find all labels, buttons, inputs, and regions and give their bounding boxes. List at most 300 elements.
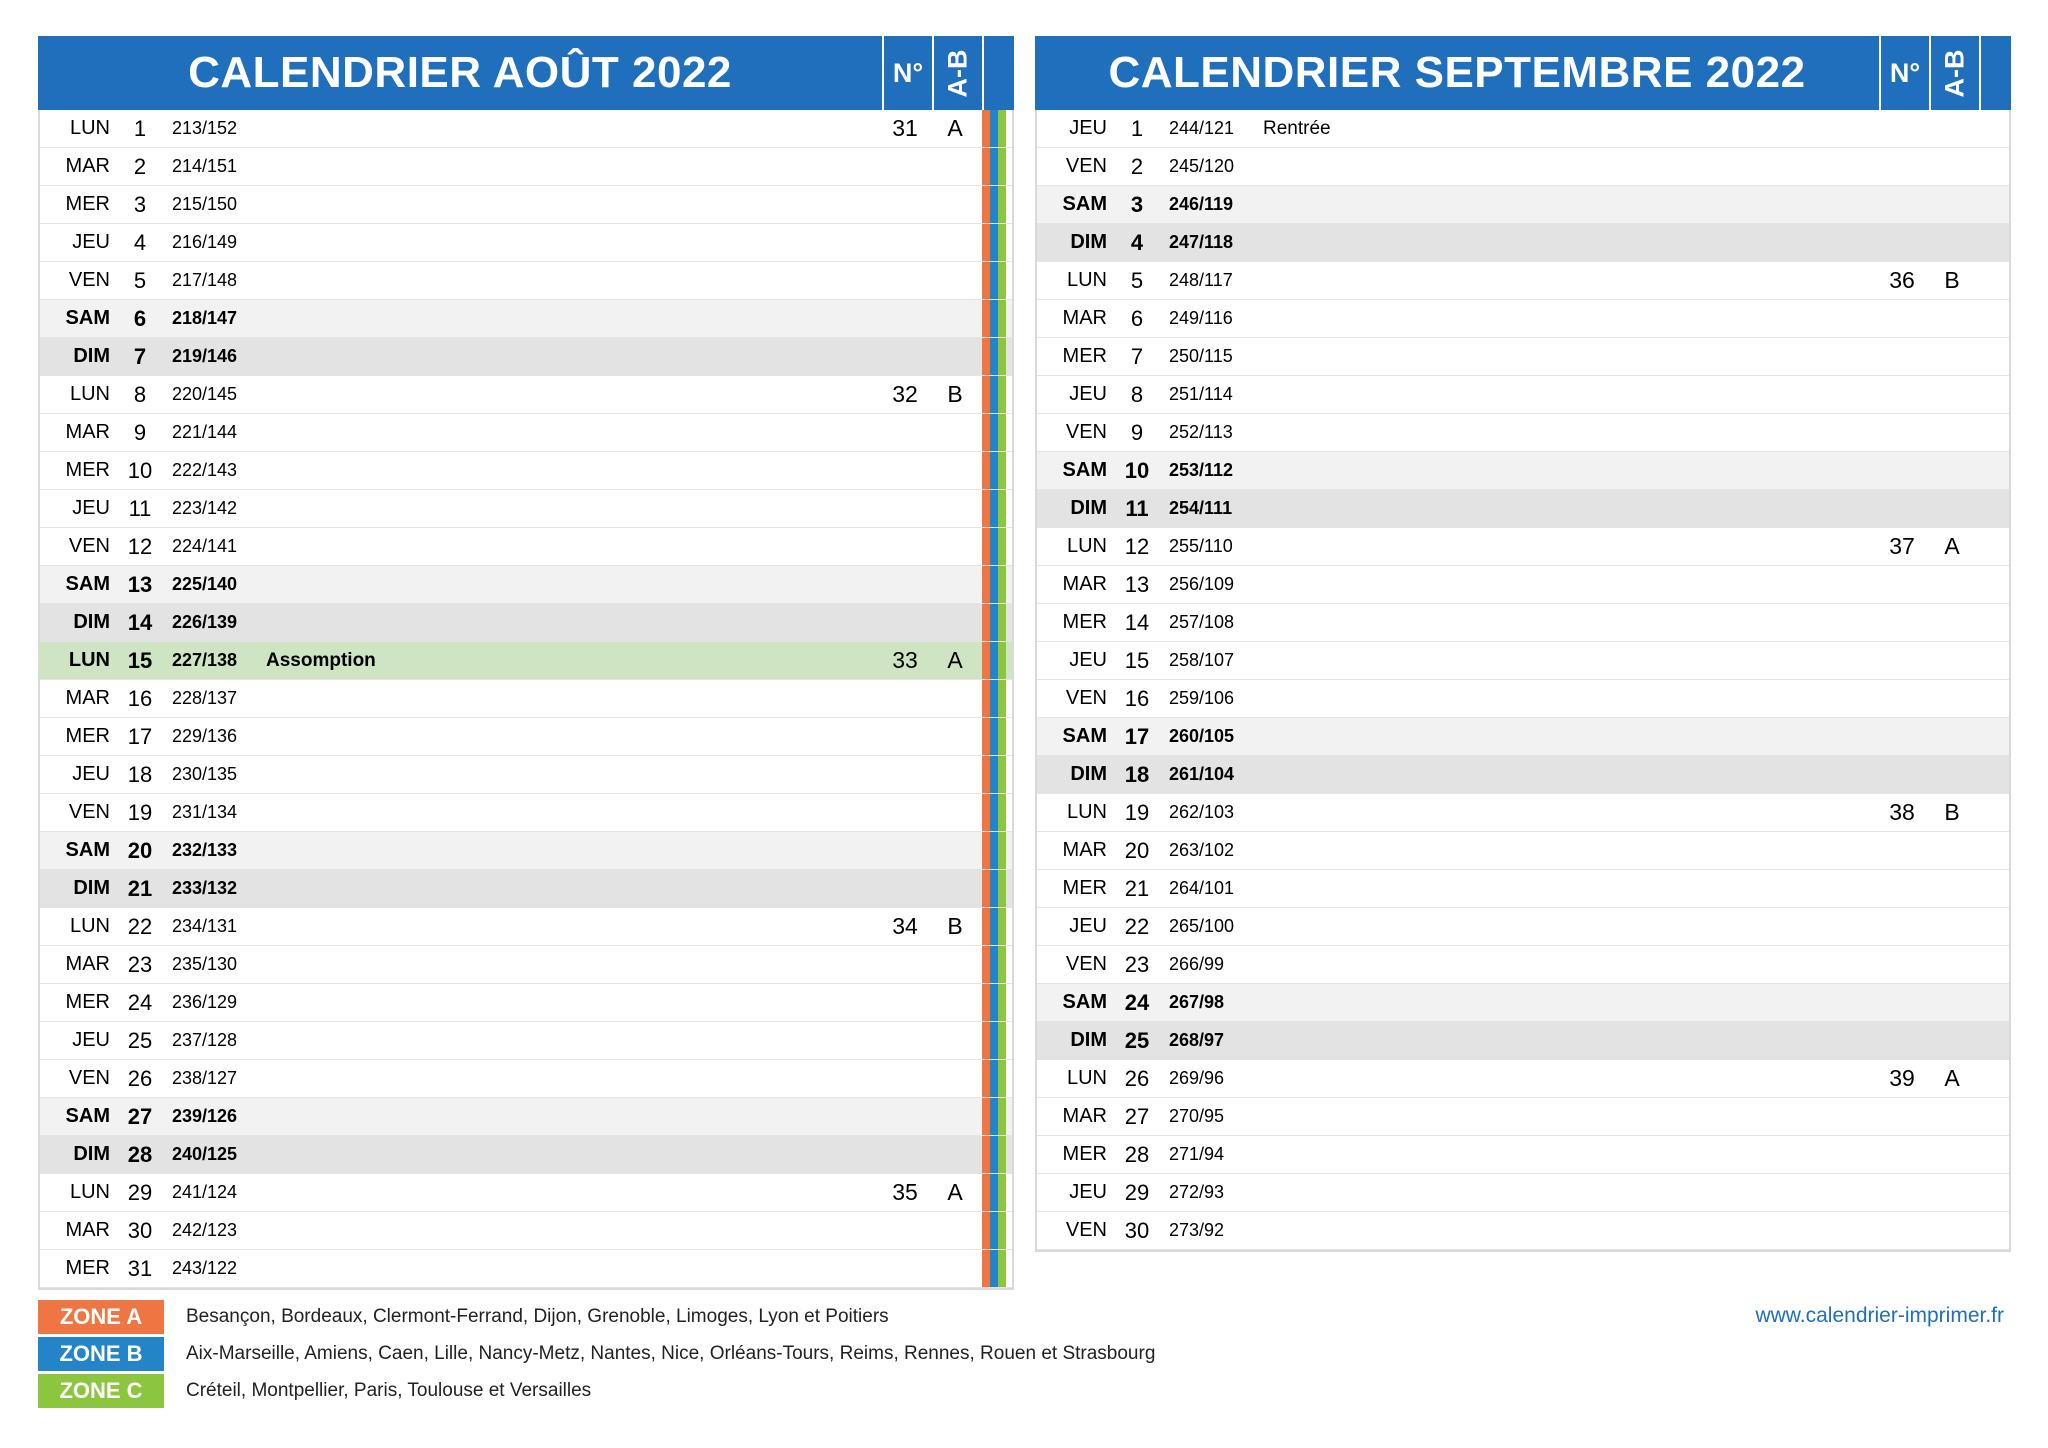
zone-holiday-bar xyxy=(982,1022,990,1059)
day-row xyxy=(1037,794,2009,832)
day-of-year: 228/137 xyxy=(172,688,238,708)
zone-bars xyxy=(980,148,1012,185)
zone-holiday-bar xyxy=(998,1250,1006,1287)
zone-bars xyxy=(1977,224,2009,261)
day-of-year: 223/142 xyxy=(172,498,238,518)
zone-holiday-bar xyxy=(982,1174,990,1211)
zone-holiday-bar xyxy=(990,566,998,603)
zone-holiday-bar xyxy=(990,490,998,527)
day-of-week: VEN xyxy=(1065,421,1107,443)
zone-bars xyxy=(980,984,1012,1021)
day-row xyxy=(40,376,1012,414)
day-of-year: 248/117 xyxy=(1169,270,1233,290)
website-link[interactable]: www.calendrier-imprimer.fr xyxy=(1755,1304,2004,1327)
zone-holiday-bar xyxy=(990,680,998,717)
day-of-week: MER xyxy=(1062,611,1107,633)
day-number: 29 xyxy=(127,1179,153,1205)
day-of-week: MER xyxy=(65,725,110,747)
zone-holiday-bar xyxy=(998,1060,1006,1097)
day-of-week: DIM xyxy=(1070,1029,1107,1051)
zone-holiday-bar xyxy=(982,224,990,261)
day-of-year: 250/115 xyxy=(1169,346,1233,366)
day-of-week: LUN xyxy=(1066,535,1107,557)
day-row xyxy=(40,1212,1012,1250)
day-row xyxy=(1037,1174,2009,1212)
day-of-year: 244/121 xyxy=(1169,118,1235,138)
day-of-year: 254/111 xyxy=(1169,498,1233,518)
zone-holiday-bar xyxy=(982,604,990,641)
zone-holiday-bar xyxy=(982,452,990,489)
zone-holiday-bar xyxy=(998,1136,1006,1173)
day-of-year: 222/143 xyxy=(172,460,238,480)
day-row xyxy=(1037,946,2009,984)
zone-bars xyxy=(980,1060,1012,1097)
day-number: 9 xyxy=(133,419,147,445)
day-row xyxy=(40,1250,1012,1288)
day-of-year: 259/106 xyxy=(1169,688,1235,708)
zone-cities: Créteil, Montpellier, Paris, Toulouse et Versailles xyxy=(186,1379,592,1401)
day-number: 21 xyxy=(1124,875,1150,901)
zone-bars xyxy=(980,756,1012,793)
zone-bars xyxy=(1977,186,2009,223)
day-row xyxy=(1037,984,2009,1022)
zone-holiday-bar xyxy=(990,984,998,1021)
day-number: 30 xyxy=(127,1217,153,1243)
zone-holiday-bar xyxy=(982,414,990,451)
day-row xyxy=(40,718,1012,756)
day-number: 28 xyxy=(127,1141,153,1167)
day-row xyxy=(40,680,1012,718)
day-of-year: 218/147 xyxy=(172,308,238,328)
zone-holiday-bar xyxy=(990,414,998,451)
zone-holiday-bar xyxy=(982,908,990,945)
day-of-week: VEN xyxy=(68,269,110,291)
zone-holiday-bar xyxy=(982,984,990,1021)
zone-holiday-bar xyxy=(998,1212,1006,1249)
day-number: 6 xyxy=(1130,305,1144,331)
day-of-week: SAM xyxy=(65,1105,110,1127)
day-of-week: MER xyxy=(65,991,110,1013)
day-of-week: LUN xyxy=(1066,269,1107,291)
zone-holiday-bar xyxy=(990,110,998,147)
zone-holiday-bar xyxy=(982,946,990,983)
zone-bars xyxy=(1977,680,2009,717)
zone-bars xyxy=(980,908,1012,945)
day-row xyxy=(1037,376,2009,414)
day-number: 8 xyxy=(1130,381,1144,407)
day-of-year: 231/134 xyxy=(172,802,238,822)
zones-header xyxy=(982,36,1014,110)
week-ab: A xyxy=(947,115,963,141)
day-row xyxy=(1037,186,2009,224)
zone-cities: Besançon, Bordeaux, Clermont-Ferrand, Dijon, Grenoble, Limoges, Lyon et Poitiers xyxy=(186,1305,889,1327)
week-ab: A xyxy=(1944,533,1960,559)
day-number: 21 xyxy=(127,875,153,901)
day-of-week: MER xyxy=(1062,1143,1107,1165)
zone-holiday-bar xyxy=(990,1250,998,1287)
day-of-week: JEU xyxy=(1069,117,1107,139)
zone-bars xyxy=(1977,1098,2009,1135)
day-of-week: DIM xyxy=(1070,231,1107,253)
zone-bars xyxy=(1977,870,2009,907)
week-number-header: N° xyxy=(1879,36,1929,110)
zone-holiday-bar xyxy=(998,984,1006,1021)
zone-holiday-bar xyxy=(998,642,1006,679)
day-of-year: 273/92 xyxy=(1169,1220,1225,1240)
day-row xyxy=(40,870,1012,908)
day-of-week: JEU xyxy=(1069,649,1107,671)
day-number: 12 xyxy=(1124,533,1150,559)
day-row xyxy=(1037,832,2009,870)
day-number: 16 xyxy=(1124,685,1150,711)
day-row xyxy=(40,338,1012,376)
zone-holiday-bar xyxy=(990,1174,998,1211)
zone-holiday-bar xyxy=(998,908,1006,945)
zone-bars xyxy=(1977,604,2009,641)
zone-bars xyxy=(1977,1060,2009,1097)
day-number: 2 xyxy=(1130,153,1144,179)
week-number: 38 xyxy=(1889,799,1915,825)
zone-holiday-bar xyxy=(990,224,998,261)
zone-bars xyxy=(1977,414,2009,451)
day-of-week: LUN xyxy=(69,915,110,937)
zone-bars xyxy=(980,414,1012,451)
week-number: 34 xyxy=(892,913,918,939)
zone-bars xyxy=(1977,566,2009,603)
zone-holiday-bar xyxy=(998,794,1006,831)
day-of-week: SAM xyxy=(65,307,110,329)
zone-bars xyxy=(980,490,1012,527)
zone-holiday-bar xyxy=(982,718,990,755)
zone-holiday-bar xyxy=(982,376,990,413)
day-of-week: MAR xyxy=(1062,307,1107,329)
day-number: 26 xyxy=(127,1065,153,1091)
day-of-week: MAR xyxy=(65,421,110,443)
day-row xyxy=(40,452,1012,490)
day-row xyxy=(1037,870,2009,908)
zone-holiday-bar xyxy=(998,718,1006,755)
day-number: 24 xyxy=(1124,989,1150,1015)
day-of-year: 264/101 xyxy=(1169,878,1235,898)
day-row xyxy=(40,186,1012,224)
zone-bars xyxy=(980,528,1012,565)
week-number: 33 xyxy=(892,647,918,673)
day-number: 27 xyxy=(127,1103,153,1129)
zone-holiday-bar xyxy=(990,946,998,983)
day-row xyxy=(1037,338,2009,376)
zone-bars xyxy=(1977,262,2009,299)
day-of-year: 269/96 xyxy=(1169,1068,1225,1088)
day-number: 22 xyxy=(127,913,153,939)
day-row xyxy=(1037,604,2009,642)
day-of-week: LUN xyxy=(69,1181,110,1203)
day-row xyxy=(40,832,1012,870)
ab-week-header xyxy=(1929,36,1979,110)
day-row xyxy=(1037,110,2009,148)
day-of-year: 251/114 xyxy=(1169,384,1233,404)
day-of-year: 252/113 xyxy=(1169,422,1233,442)
zone-bars xyxy=(1977,110,2009,147)
day-of-year: 246/119 xyxy=(1169,194,1234,214)
day-of-week: MER xyxy=(1062,877,1107,899)
day-row xyxy=(40,224,1012,262)
zone-holiday-bar xyxy=(998,452,1006,489)
day-number: 19 xyxy=(1124,799,1150,825)
calendar-header xyxy=(1035,36,2011,110)
zone-holiday-bar xyxy=(982,300,990,337)
day-of-week: JEU xyxy=(72,763,110,785)
zone-holiday-bar xyxy=(998,1098,1006,1135)
zone-bars xyxy=(1977,756,2009,793)
day-of-week: VEN xyxy=(68,801,110,823)
day-of-week: MAR xyxy=(1062,573,1107,595)
calendar-header xyxy=(38,36,1014,110)
zone-holiday-bar xyxy=(982,490,990,527)
day-of-year: 266/99 xyxy=(1169,954,1225,974)
day-of-year: 217/148 xyxy=(172,270,238,290)
day-number: 20 xyxy=(1124,837,1150,863)
day-row xyxy=(1037,680,2009,718)
zone-holiday-bar xyxy=(998,338,1006,375)
day-of-week: MER xyxy=(65,193,110,215)
day-number: 3 xyxy=(1130,191,1144,217)
zone-bars xyxy=(980,1136,1012,1173)
day-of-week: SAM xyxy=(1062,459,1107,481)
zone-holiday-bar xyxy=(982,262,990,299)
day-number: 18 xyxy=(127,761,153,787)
day-of-year: 243/122 xyxy=(172,1258,238,1278)
day-of-week: VEN xyxy=(68,1067,110,1089)
zone-holiday-bar xyxy=(990,300,998,337)
zone-holiday-bar xyxy=(982,148,990,185)
zone-holiday-bar xyxy=(982,1250,990,1287)
zone-holiday-bar xyxy=(998,414,1006,451)
day-of-year: 255/110 xyxy=(1169,536,1233,556)
zone-holiday-bar xyxy=(990,338,998,375)
day-of-week: DIM xyxy=(1070,763,1107,785)
day-number: 20 xyxy=(127,837,153,863)
day-of-week: DIM xyxy=(73,1143,110,1165)
day-of-year: 238/127 xyxy=(172,1068,238,1088)
zone-holiday-bar xyxy=(990,642,998,679)
day-row xyxy=(40,490,1012,528)
day-row xyxy=(40,110,1012,148)
day-number: 22 xyxy=(1124,913,1150,939)
zone-holiday-bar xyxy=(998,148,1006,185)
day-row xyxy=(1037,1212,2009,1250)
zone-bars xyxy=(1977,1174,2009,1211)
zone-holiday-bar xyxy=(998,566,1006,603)
legend-row xyxy=(38,1372,1155,1409)
day-of-year: 268/97 xyxy=(1169,1030,1225,1050)
day-number: 3 xyxy=(133,191,147,217)
day-of-year: 230/135 xyxy=(172,764,238,784)
day-of-week: MER xyxy=(1062,345,1107,367)
week-number: 35 xyxy=(892,1179,918,1205)
day-of-year: 224/141 xyxy=(172,536,238,556)
day-of-week: JEU xyxy=(72,231,110,253)
ab-week-header-label: A-B xyxy=(1939,49,1970,97)
day-number: 30 xyxy=(1124,1217,1150,1243)
day-row xyxy=(40,262,1012,300)
zone-holiday-bar xyxy=(998,300,1006,337)
day-event: Assomption xyxy=(266,649,376,671)
zone-bars xyxy=(980,262,1012,299)
day-row xyxy=(40,604,1012,642)
week-number-header: N° xyxy=(882,36,932,110)
day-of-week: LUN xyxy=(69,383,110,405)
zone-bars xyxy=(1977,528,2009,565)
day-row xyxy=(40,1060,1012,1098)
zone-legend xyxy=(38,1298,1155,1409)
zone-bars xyxy=(1977,718,2009,755)
day-event: Rentrée xyxy=(1263,117,1331,139)
day-of-year: 220/145 xyxy=(172,384,238,404)
zone-holiday-bar xyxy=(998,756,1006,793)
day-of-week: VEN xyxy=(68,535,110,557)
day-of-week: SAM xyxy=(65,573,110,595)
day-of-week: VEN xyxy=(1065,155,1107,177)
day-number: 5 xyxy=(133,267,147,293)
day-of-week: DIM xyxy=(73,345,110,367)
day-of-year: 233/132 xyxy=(172,878,238,898)
day-row xyxy=(40,794,1012,832)
day-row xyxy=(1037,528,2009,566)
calendar-body xyxy=(38,110,1014,1290)
zone-holiday-bar xyxy=(998,376,1006,413)
day-row xyxy=(40,642,1012,680)
day-of-year: 219/146 xyxy=(172,346,238,366)
zone-holiday-bar xyxy=(990,604,998,641)
day-of-week: DIM xyxy=(1070,497,1107,519)
week-number: 37 xyxy=(1889,533,1915,559)
day-of-year: 245/120 xyxy=(1169,156,1235,176)
zone-bars xyxy=(1977,338,2009,375)
day-of-week: DIM xyxy=(73,877,110,899)
zone-holiday-bar xyxy=(982,680,990,717)
zone-bars xyxy=(980,110,1012,147)
day-number: 14 xyxy=(127,609,153,635)
zone-holiday-bar xyxy=(982,528,990,565)
zone-holiday-bar xyxy=(998,946,1006,983)
calendar-august xyxy=(38,36,1014,1290)
day-number: 6 xyxy=(133,305,147,331)
zone-holiday-bar xyxy=(982,1098,990,1135)
day-of-year: 261/104 xyxy=(1169,764,1235,784)
day-number: 4 xyxy=(1130,229,1144,255)
day-number: 10 xyxy=(1124,457,1150,483)
zone-bars xyxy=(1977,794,2009,831)
day-of-year: 235/130 xyxy=(172,954,238,974)
day-number: 15 xyxy=(1124,647,1150,673)
day-of-week: MAR xyxy=(65,953,110,975)
zone-holiday-bar xyxy=(998,832,1006,869)
zone-holiday-bar xyxy=(998,224,1006,261)
day-of-week: LUN xyxy=(1066,1067,1107,1089)
day-of-week: LUN xyxy=(68,649,110,671)
day-of-year: 234/131 xyxy=(172,916,238,936)
day-row xyxy=(1037,414,2009,452)
zone-holiday-bar xyxy=(982,832,990,869)
day-of-year: 229/136 xyxy=(172,726,238,746)
zone-holiday-bar xyxy=(990,1022,998,1059)
day-of-week: MAR xyxy=(65,687,110,709)
day-row xyxy=(40,566,1012,604)
week-ab: A xyxy=(947,647,963,673)
day-of-week: SAM xyxy=(1062,193,1107,215)
day-row xyxy=(40,414,1012,452)
day-row xyxy=(1037,262,2009,300)
zone-holiday-bar xyxy=(990,1060,998,1097)
day-number: 23 xyxy=(1124,951,1150,977)
day-number: 14 xyxy=(1124,609,1150,635)
day-row xyxy=(40,756,1012,794)
day-of-week: LUN xyxy=(69,117,110,139)
day-of-week: SAM xyxy=(1062,991,1107,1013)
week-number: 39 xyxy=(1889,1065,1915,1091)
day-of-week: LUN xyxy=(1066,801,1107,823)
day-row xyxy=(1037,1136,2009,1174)
week-number: 31 xyxy=(892,115,918,141)
zone-holiday-bar xyxy=(990,1212,998,1249)
zone-badge: ZONE B xyxy=(38,1337,164,1371)
day-number: 23 xyxy=(127,951,153,977)
day-row xyxy=(40,1022,1012,1060)
zone-bars xyxy=(980,224,1012,261)
zone-bars xyxy=(980,338,1012,375)
day-number: 18 xyxy=(1124,761,1150,787)
day-row xyxy=(40,528,1012,566)
day-of-year: 236/129 xyxy=(172,992,238,1012)
day-of-year: 256/109 xyxy=(1169,574,1235,594)
zone-holiday-bar xyxy=(982,794,990,831)
day-of-year: 265/100 xyxy=(1169,916,1235,936)
zone-bars xyxy=(980,452,1012,489)
day-row xyxy=(1037,1022,2009,1060)
day-of-year: 213/152 xyxy=(172,118,238,138)
day-number: 24 xyxy=(127,989,153,1015)
day-number: 10 xyxy=(127,457,153,483)
day-number: 13 xyxy=(127,571,153,597)
zone-bars xyxy=(1977,300,2009,337)
zone-holiday-bar xyxy=(982,870,990,907)
day-of-week: MAR xyxy=(65,1219,110,1241)
zone-bars xyxy=(1977,908,2009,945)
day-number: 11 xyxy=(128,495,152,521)
day-of-year: 215/150 xyxy=(172,194,238,214)
zone-bars xyxy=(1977,452,2009,489)
day-row xyxy=(40,300,1012,338)
week-ab: B xyxy=(947,381,963,407)
day-number: 27 xyxy=(1124,1103,1150,1129)
zone-holiday-bar xyxy=(982,1136,990,1173)
zone-bars xyxy=(980,1250,1012,1287)
zone-bars xyxy=(980,680,1012,717)
day-row xyxy=(40,1136,1012,1174)
day-number: 7 xyxy=(1130,343,1144,369)
zone-bars xyxy=(980,718,1012,755)
day-of-week: VEN xyxy=(1065,1219,1107,1241)
day-of-week: SAM xyxy=(65,839,110,861)
zone-holiday-bar xyxy=(998,680,1006,717)
zone-bars xyxy=(980,566,1012,603)
zone-bars xyxy=(1977,984,2009,1021)
day-row xyxy=(40,908,1012,946)
day-of-week: SAM xyxy=(1062,725,1107,747)
day-of-year: 221/144 xyxy=(172,422,238,442)
day-of-year: 242/123 xyxy=(172,1220,238,1240)
day-of-week: JEU xyxy=(1069,1181,1107,1203)
